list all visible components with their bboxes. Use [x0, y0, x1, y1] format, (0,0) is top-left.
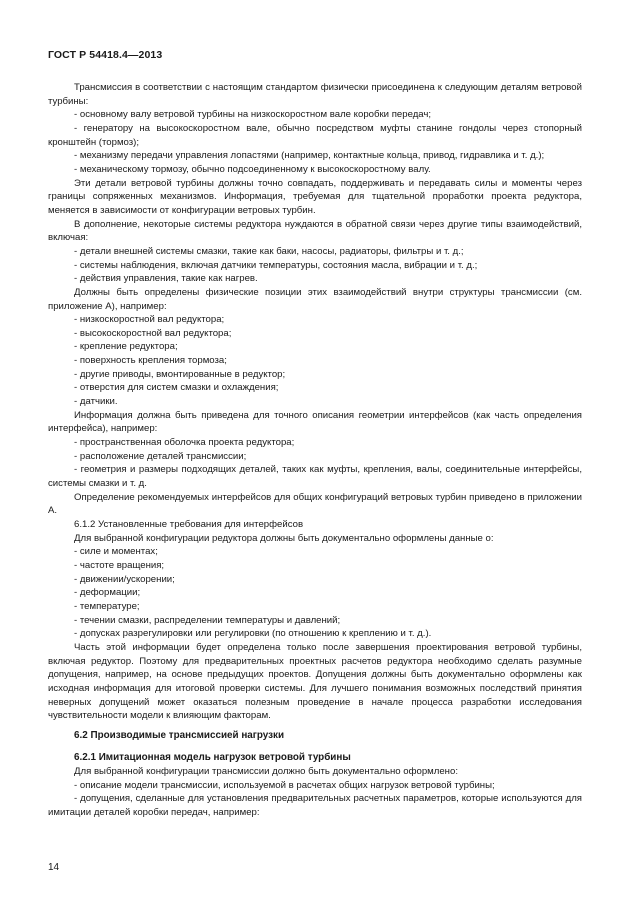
list-item: - поверхность крепления тормоза; [74, 355, 227, 367]
list-item: - частоте вращения; [74, 559, 165, 571]
list-item: - крепление редуктора; [74, 341, 178, 353]
list-item: - основному валу ветровой турбины на низкоскоростном вале коробки передач; [74, 109, 432, 121]
paragraph: Эти детали ветровой турбины должны точно совпадать, поддерживать и передавать силы и моменты через границы сопряженных механизмов. Информация, требуемая для тщательной проработки проекта редуктора, меняется в зависимости от конфигурации ветровых турбин. [48, 177, 582, 216]
list-item: - системы наблюдения, включая датчики температуры, состояния масла, вибрации и т. д.; [74, 259, 478, 271]
paragraph: Для выбранной конфигурации редуктора должны быть документально оформлены данные о: [74, 532, 494, 544]
paragraph: Информация должна быть приведена для точного описания геометрии интерфейсов (как часть определения интерфейса), например: [48, 409, 582, 435]
paragraph: Для выбранной конфигурации трансмиссии должно быть документально оформлено: [74, 766, 458, 778]
list-item: - высокоскоростной вал редуктора; [74, 327, 232, 339]
paragraph: Часть этой информации будет определена только после завершения проектирования ветровой турбины, включая редуктор. Поэтому для предварительных проектных расчетов редуктора необходимо сделать разумные допущения, например, на основе предыдущих проектов. Допущения должны быть документально оформлены как исходная информация для итоговой проверки системы. Для лучшего понимания возможных последствий принятия неверных допущений может оказаться полезным проведение в начале процесса разработки исследования чувствительности модели к влияющим факторам. [48, 641, 582, 722]
list-item: - геометрия и размеры подходящих деталей, таких как муфты, крепления, валы, соединительные интерфейсы, системы смазки и т. д. [48, 464, 582, 490]
list-item: - течении смазки, распределении температуры и давлений; [74, 614, 341, 626]
subsection-heading: 6.2.1 Имитационная модель нагрузок ветровой турбины [74, 751, 351, 763]
list-item: - действия управления, такие как нагрев. [74, 273, 258, 285]
list-item: - силе и моментах; [74, 546, 158, 558]
list-item: - температуре; [74, 600, 140, 612]
list-item: - механизму передачи управления лопастями (например, контактные кольца, привод, гидравлика и т. д.); [74, 150, 545, 162]
list-item: - деформации; [74, 587, 141, 599]
subsection-heading: 6.1.2 Установленные требования для интерфейсов [74, 519, 304, 530]
paragraph: Должны быть определены физические позиции этих взаимодействий внутри структуры трансмиссии (см. приложение А), например: [48, 286, 582, 312]
page-number: 14 [48, 862, 60, 873]
paragraph: Трансмиссия в соответствии с настоящим стандартом физически присоединена к следующим деталям ветровой турбины: [48, 82, 582, 107]
list-item: - расположение деталей трансмиссии; [74, 450, 247, 462]
list-item: - отверстия для систем смазки и охлаждения; [74, 382, 279, 394]
list-item: - другие приводы, вмонтированные в редуктор; [74, 368, 286, 380]
document-header: ГОСТ Р 54418.4—2013 [48, 49, 163, 61]
list-item: - движении/ускорении; [74, 573, 175, 585]
paragraph: В дополнение, некоторые системы редуктора нуждаются в обратной связи через другие типы взаимодействий, включая: [48, 218, 582, 244]
list-item: - допущения, сделанные для установления предварительных расчетных параметров, которые используются для имитации деталей коробки передач, например: [48, 793, 582, 819]
list-item: - описание модели трансмиссии, используемой в расчетах общих нагрузок ветровой турбины; [74, 779, 495, 791]
list-item: - детали внешней системы смазки, такие как баки, насосы, радиаторы, фильтры и т. д.; [74, 245, 464, 257]
document-body [48, 81, 582, 820]
list-item: - низкоскоростной вал редуктора; [74, 314, 225, 326]
paragraph: Определение рекомендуемых интерфейсов для общих конфигураций ветровых турбин приведено в приложении А. [48, 491, 582, 517]
list-item: - датчики. [74, 396, 118, 408]
list-item: - пространственная оболочка проекта редуктора; [74, 437, 295, 449]
list-item: - допусках разрегулировки или регулировки (по отношению к креплению и т. д.). [74, 628, 432, 640]
list-item: - механическому тормозу, обычно подсоединенному к высокоскоростному валу. [74, 163, 431, 175]
section-heading: 6.2 Производимые трансмиссией нагрузки [74, 729, 285, 741]
list-item: - генератору на высокоскоростном вале, обычно посредством муфты станине гондолы через стопорный кронштейн (тормоз); [48, 122, 582, 148]
